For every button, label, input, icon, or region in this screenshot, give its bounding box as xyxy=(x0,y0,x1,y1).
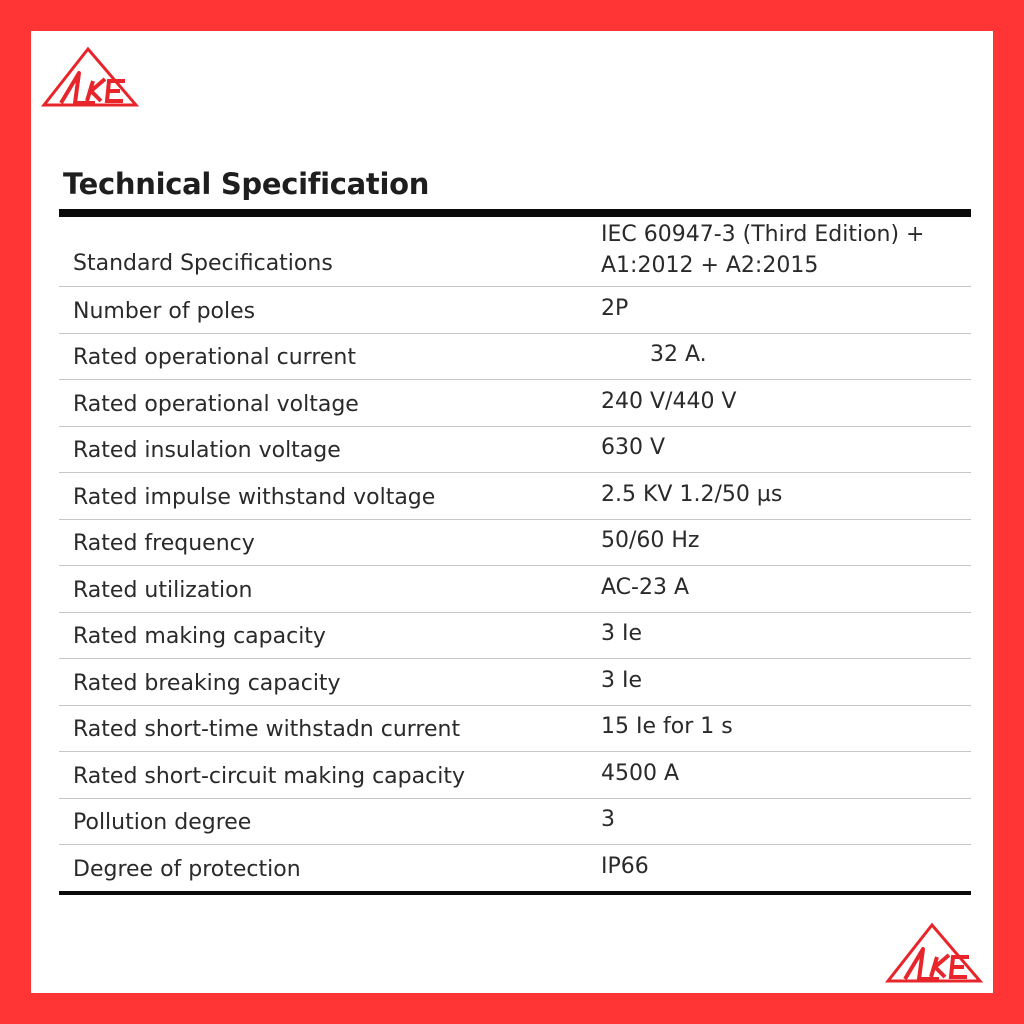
spec-table xyxy=(59,217,971,895)
spec-label: Number of poles xyxy=(73,298,256,324)
spec-label: Rated short-time withstadn current xyxy=(73,717,461,742)
spec-value: IEC 60947-3 (Third Edition) + A1:2012 + A2:2015 xyxy=(601,222,925,278)
table-row xyxy=(59,659,971,706)
spec-label: Rated short-circuit making capacity xyxy=(73,763,465,789)
document-page xyxy=(31,31,993,993)
spec-value: 32 A. xyxy=(601,342,707,367)
spec-label: Rated utilization xyxy=(73,577,253,603)
spec-value: 4500 A xyxy=(601,760,680,786)
spec-label: Degree of protection xyxy=(73,856,301,882)
spec-value: 630 V xyxy=(601,435,666,460)
spec-value: 2.5 KV 1.2/50 µs xyxy=(601,481,783,507)
spec-value: 15 Ie for 1 s xyxy=(601,714,733,739)
spec-label: Standard Specifications xyxy=(73,251,333,276)
spec-label: Rated operational voltage xyxy=(73,391,359,417)
table-row xyxy=(59,217,971,287)
spec-value: 3 Ie xyxy=(601,667,643,693)
table-row xyxy=(59,287,971,334)
table-row xyxy=(59,613,971,660)
table-row xyxy=(59,334,971,381)
lke-logo xyxy=(885,921,983,985)
table-row xyxy=(59,380,971,427)
spec-value: AC-23 A xyxy=(601,574,689,600)
table-row xyxy=(59,799,971,846)
lke-logo xyxy=(41,45,139,109)
table-row xyxy=(59,566,971,613)
spec-value: 3 xyxy=(601,807,615,832)
spec-value: 240 V/440 V xyxy=(601,388,737,414)
table-row xyxy=(59,845,971,895)
spec-label: Rated insulation voltage xyxy=(73,438,341,463)
spec-label: Rated impulse withstand voltage xyxy=(73,484,436,510)
spec-label: Rated operational current xyxy=(73,345,356,370)
spec-value: 2P xyxy=(601,295,629,321)
spec-label: Rated making capacity xyxy=(73,624,326,649)
spec-value: IP66 xyxy=(601,853,649,879)
spec-value: 3 Ie xyxy=(601,621,643,646)
table-row xyxy=(59,706,971,753)
page-title: Technical Specification xyxy=(63,167,430,201)
table-row xyxy=(59,752,971,799)
header-rule xyxy=(59,209,971,217)
table-row xyxy=(59,473,971,520)
table-row xyxy=(59,427,971,474)
table-row xyxy=(59,520,971,567)
spec-label: Rated breaking capacity xyxy=(73,670,341,696)
spec-label: Rated frequency xyxy=(73,531,255,556)
spec-value: 50/60 Hz xyxy=(601,528,700,553)
spec-label: Pollution degree xyxy=(73,810,252,835)
